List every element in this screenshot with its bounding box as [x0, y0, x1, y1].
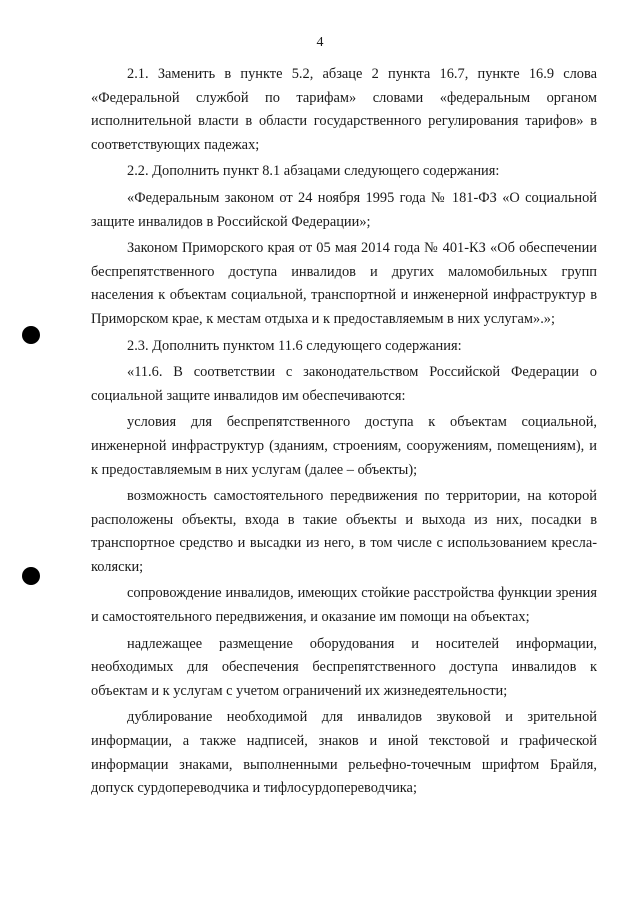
paragraph-equipment: надлежащее размещение оборудования и носителей информации, необходимых для обеспечения беспрепятственного доступа инвалидов к объектам и к услугам с учетом ограничений их жизнедеятельности; [91, 635, 597, 699]
paragraph-2-3: 2.3. Дополнить пунктом 11.6 следующего содержания: [127, 337, 462, 354]
paragraph-regional-law: Законом Приморского края от 05 мая 2014 года № 401-КЗ «Об обеспечении беспрепятственного доступа инвалидов и других маломобильных групп населения к объектам социальной, транспортной и инженерной инфраструктур в Приморском крае, к местам отдыха и к предоставляемым в них услугам».»; [91, 240, 597, 327]
paragraph-federal-law: «Федеральным законом от 24 ноября 1995 года № 181-ФЗ «О социальной защите инвалидов в Российской Федерации»; [91, 189, 597, 230]
document-body [91, 63, 597, 801]
paragraph-2-2: 2.2. Дополнить пункт 8.1 абзацами следующего содержания: [127, 163, 500, 180]
punch-hole-top [22, 326, 40, 344]
paragraph-movement: возможность самостоятельного передвижения по территории, на которой расположены объекты, входа в такие объекты и выхода из них, посадки в транспортное средство и высадки из него, в том числе с использованием кресла-коляски; [91, 488, 597, 575]
paragraph-escort: сопровождение инвалидов, имеющих стойкие расстройства функции зрения и самостоятельного передвижения, и оказание им помощи на объектах; [91, 585, 597, 626]
punch-hole-bottom [22, 567, 40, 585]
paragraph-braille: дублирование необходимой для инвалидов звуковой и зрительной информации, а также надписей, знаков и иной текстовой и графической информации знаками, выполненными рельефно-точечным шрифтом Брайля, допуск сурдопереводчика и тифлосурдопереводчика; [91, 709, 597, 797]
page-number: 4 [316, 35, 324, 50]
paragraph-11-6: «11.6. В соответствии с законодательством Российской Федерации о социальной защите инвалидов им обеспечиваются: [91, 364, 597, 404]
paragraph-2-1: 2.1. Заменить в пункте 5.2, абзаце 2 пункта 16.7, пункте 16.9 слова «Федеральной службой по тарифам» словами «федеральным органом исполнительной власти в области государственного регулирования тарифов» в соответствующих падежах; [91, 66, 597, 153]
paragraph-access-conditions: условия для беспрепятственного доступа к объектам социальной, инженерной инфраструктур (зданиям, строениям, сооружениям, помещениям), и к предоставляемым в них услугам (далее – объекты); [91, 414, 597, 478]
